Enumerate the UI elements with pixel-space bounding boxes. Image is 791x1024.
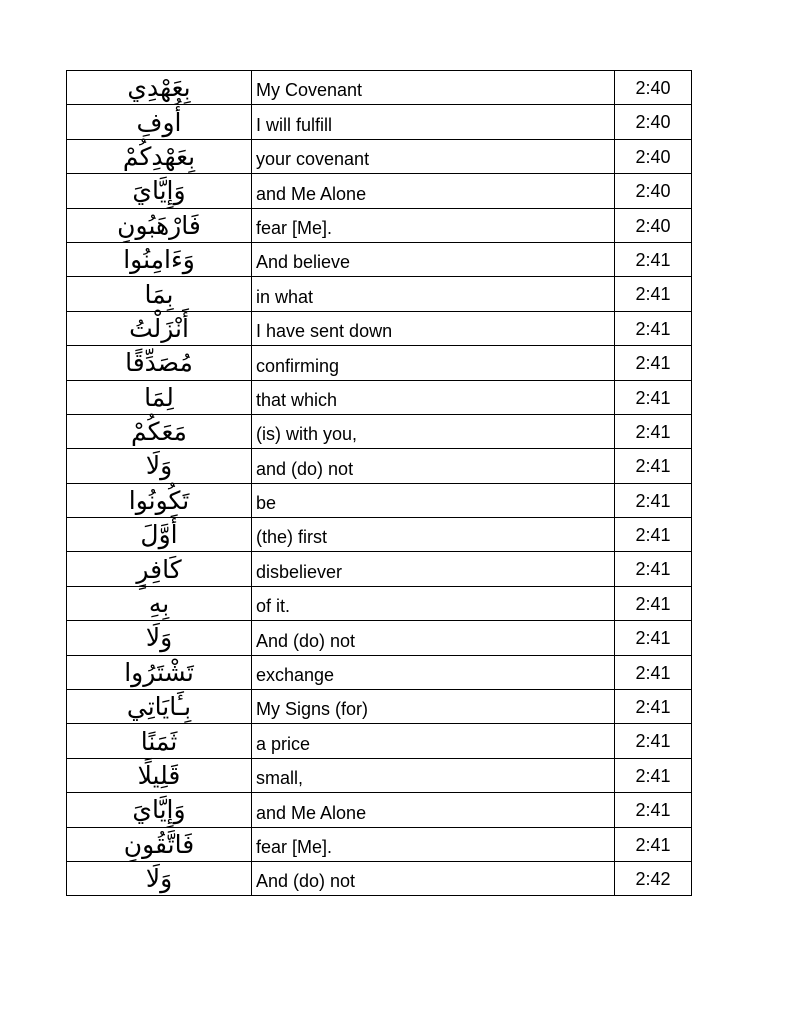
english-meaning-cell: confirming [252,346,615,380]
verse-reference-cell: 2:41 [615,483,692,517]
verse-reference-cell: 2:41 [615,449,692,483]
verse-reference-cell: 2:41 [615,277,692,311]
arabic-word-cell: وَءَامِنُوا [67,242,252,276]
verse-reference-cell: 2:40 [615,174,692,208]
verse-reference-cell: 2:41 [615,242,692,276]
arabic-word-cell: أَوَّلَ [67,518,252,552]
english-meaning-cell: (the) first [252,518,615,552]
table-row [67,621,692,655]
table-row [67,346,692,380]
arabic-word-cell: ثَمَنًا [67,724,252,758]
verse-reference-cell: 2:41 [615,724,692,758]
verse-reference-cell: 2:41 [615,552,692,586]
table-row [67,655,692,689]
english-meaning-cell: And (do) not [252,621,615,655]
arabic-word-cell: وَإِيَّايَ [67,174,252,208]
english-meaning-cell: and (do) not [252,449,615,483]
verse-reference-cell: 2:41 [615,380,692,414]
english-meaning-cell: My Covenant [252,71,615,105]
arabic-word-cell: أُوفِ [67,105,252,139]
english-meaning-cell: small, [252,758,615,792]
english-meaning-cell: (is) with you, [252,414,615,448]
table-row [67,758,692,792]
verse-reference-cell: 2:40 [615,71,692,105]
english-meaning-cell: disbeliever [252,552,615,586]
english-meaning-cell: and Me Alone [252,793,615,827]
arabic-word-cell: لِمَا [67,380,252,414]
verse-reference-cell: 2:41 [615,586,692,620]
table-row [67,586,692,620]
vocabulary-table-body [67,71,692,896]
arabic-word-cell: فَارْهَبُونِ [67,208,252,242]
verse-reference-cell: 2:41 [615,758,692,792]
verse-reference-cell: 2:41 [615,655,692,689]
table-row [67,690,692,724]
table-row [67,277,692,311]
english-meaning-cell: fear [Me]. [252,827,615,861]
verse-reference-cell: 2:40 [615,208,692,242]
arabic-word-cell: بِمَا [67,277,252,311]
english-meaning-cell: fear [Me]. [252,208,615,242]
english-meaning-cell: I have sent down [252,311,615,345]
verse-reference-cell: 2:41 [615,793,692,827]
table-row [67,552,692,586]
table-row [67,793,692,827]
english-meaning-cell: And believe [252,242,615,276]
english-meaning-cell: And (do) not [252,861,615,895]
english-meaning-cell: be [252,483,615,517]
arabic-word-cell: وَإِيَّايَ [67,793,252,827]
table-row [67,311,692,345]
arabic-word-cell: تَشْتَرُوا [67,655,252,689]
english-meaning-cell: a price [252,724,615,758]
table-row [67,827,692,861]
arabic-word-cell: بِعَهْدِي [67,71,252,105]
arabic-word-cell: تَكُونُوا [67,483,252,517]
arabic-word-cell: وَلَا [67,621,252,655]
arabic-word-cell: بِعَهْدِكُمْ [67,139,252,173]
table-row [67,483,692,517]
arabic-word-cell: بِـَٔايَاتِي [67,690,252,724]
english-meaning-cell: in what [252,277,615,311]
english-meaning-cell: that which [252,380,615,414]
english-meaning-cell: and Me Alone [252,174,615,208]
english-meaning-cell: My Signs (for) [252,690,615,724]
verse-reference-cell: 2:41 [615,311,692,345]
english-meaning-cell: exchange [252,655,615,689]
table-row [67,724,692,758]
verse-reference-cell: 2:41 [615,518,692,552]
table-row [67,449,692,483]
verse-reference-cell: 2:41 [615,621,692,655]
arabic-word-cell: وَلَا [67,861,252,895]
verse-reference-cell: 2:40 [615,139,692,173]
arabic-word-cell: قَلِيلًا [67,758,252,792]
table-row [67,380,692,414]
table-row [67,861,692,895]
verse-reference-cell: 2:41 [615,346,692,380]
verse-reference-cell: 2:42 [615,861,692,895]
table-row [67,518,692,552]
table-row [67,71,692,105]
table-row [67,139,692,173]
verse-reference-cell: 2:41 [615,827,692,861]
table-row [67,242,692,276]
english-meaning-cell: of it. [252,586,615,620]
verse-reference-cell: 2:41 [615,414,692,448]
arabic-word-cell: وَلَا [67,449,252,483]
arabic-word-cell: بِهِ [67,586,252,620]
arabic-word-cell: فَاتَّقُونِ [67,827,252,861]
vocabulary-table [66,70,692,896]
table-row [67,105,692,139]
english-meaning-cell: your covenant [252,139,615,173]
arabic-word-cell: كَافِرٍ [67,552,252,586]
english-meaning-cell: I will fulfill [252,105,615,139]
arabic-word-cell: أَنْزَلْتُ [67,311,252,345]
arabic-word-cell: مَعَكُمْ [67,414,252,448]
table-row [67,208,692,242]
arabic-word-cell: مُصَدِّقًا [67,346,252,380]
table-row [67,174,692,208]
verse-reference-cell: 2:40 [615,105,692,139]
verse-reference-cell: 2:41 [615,690,692,724]
table-row [67,414,692,448]
